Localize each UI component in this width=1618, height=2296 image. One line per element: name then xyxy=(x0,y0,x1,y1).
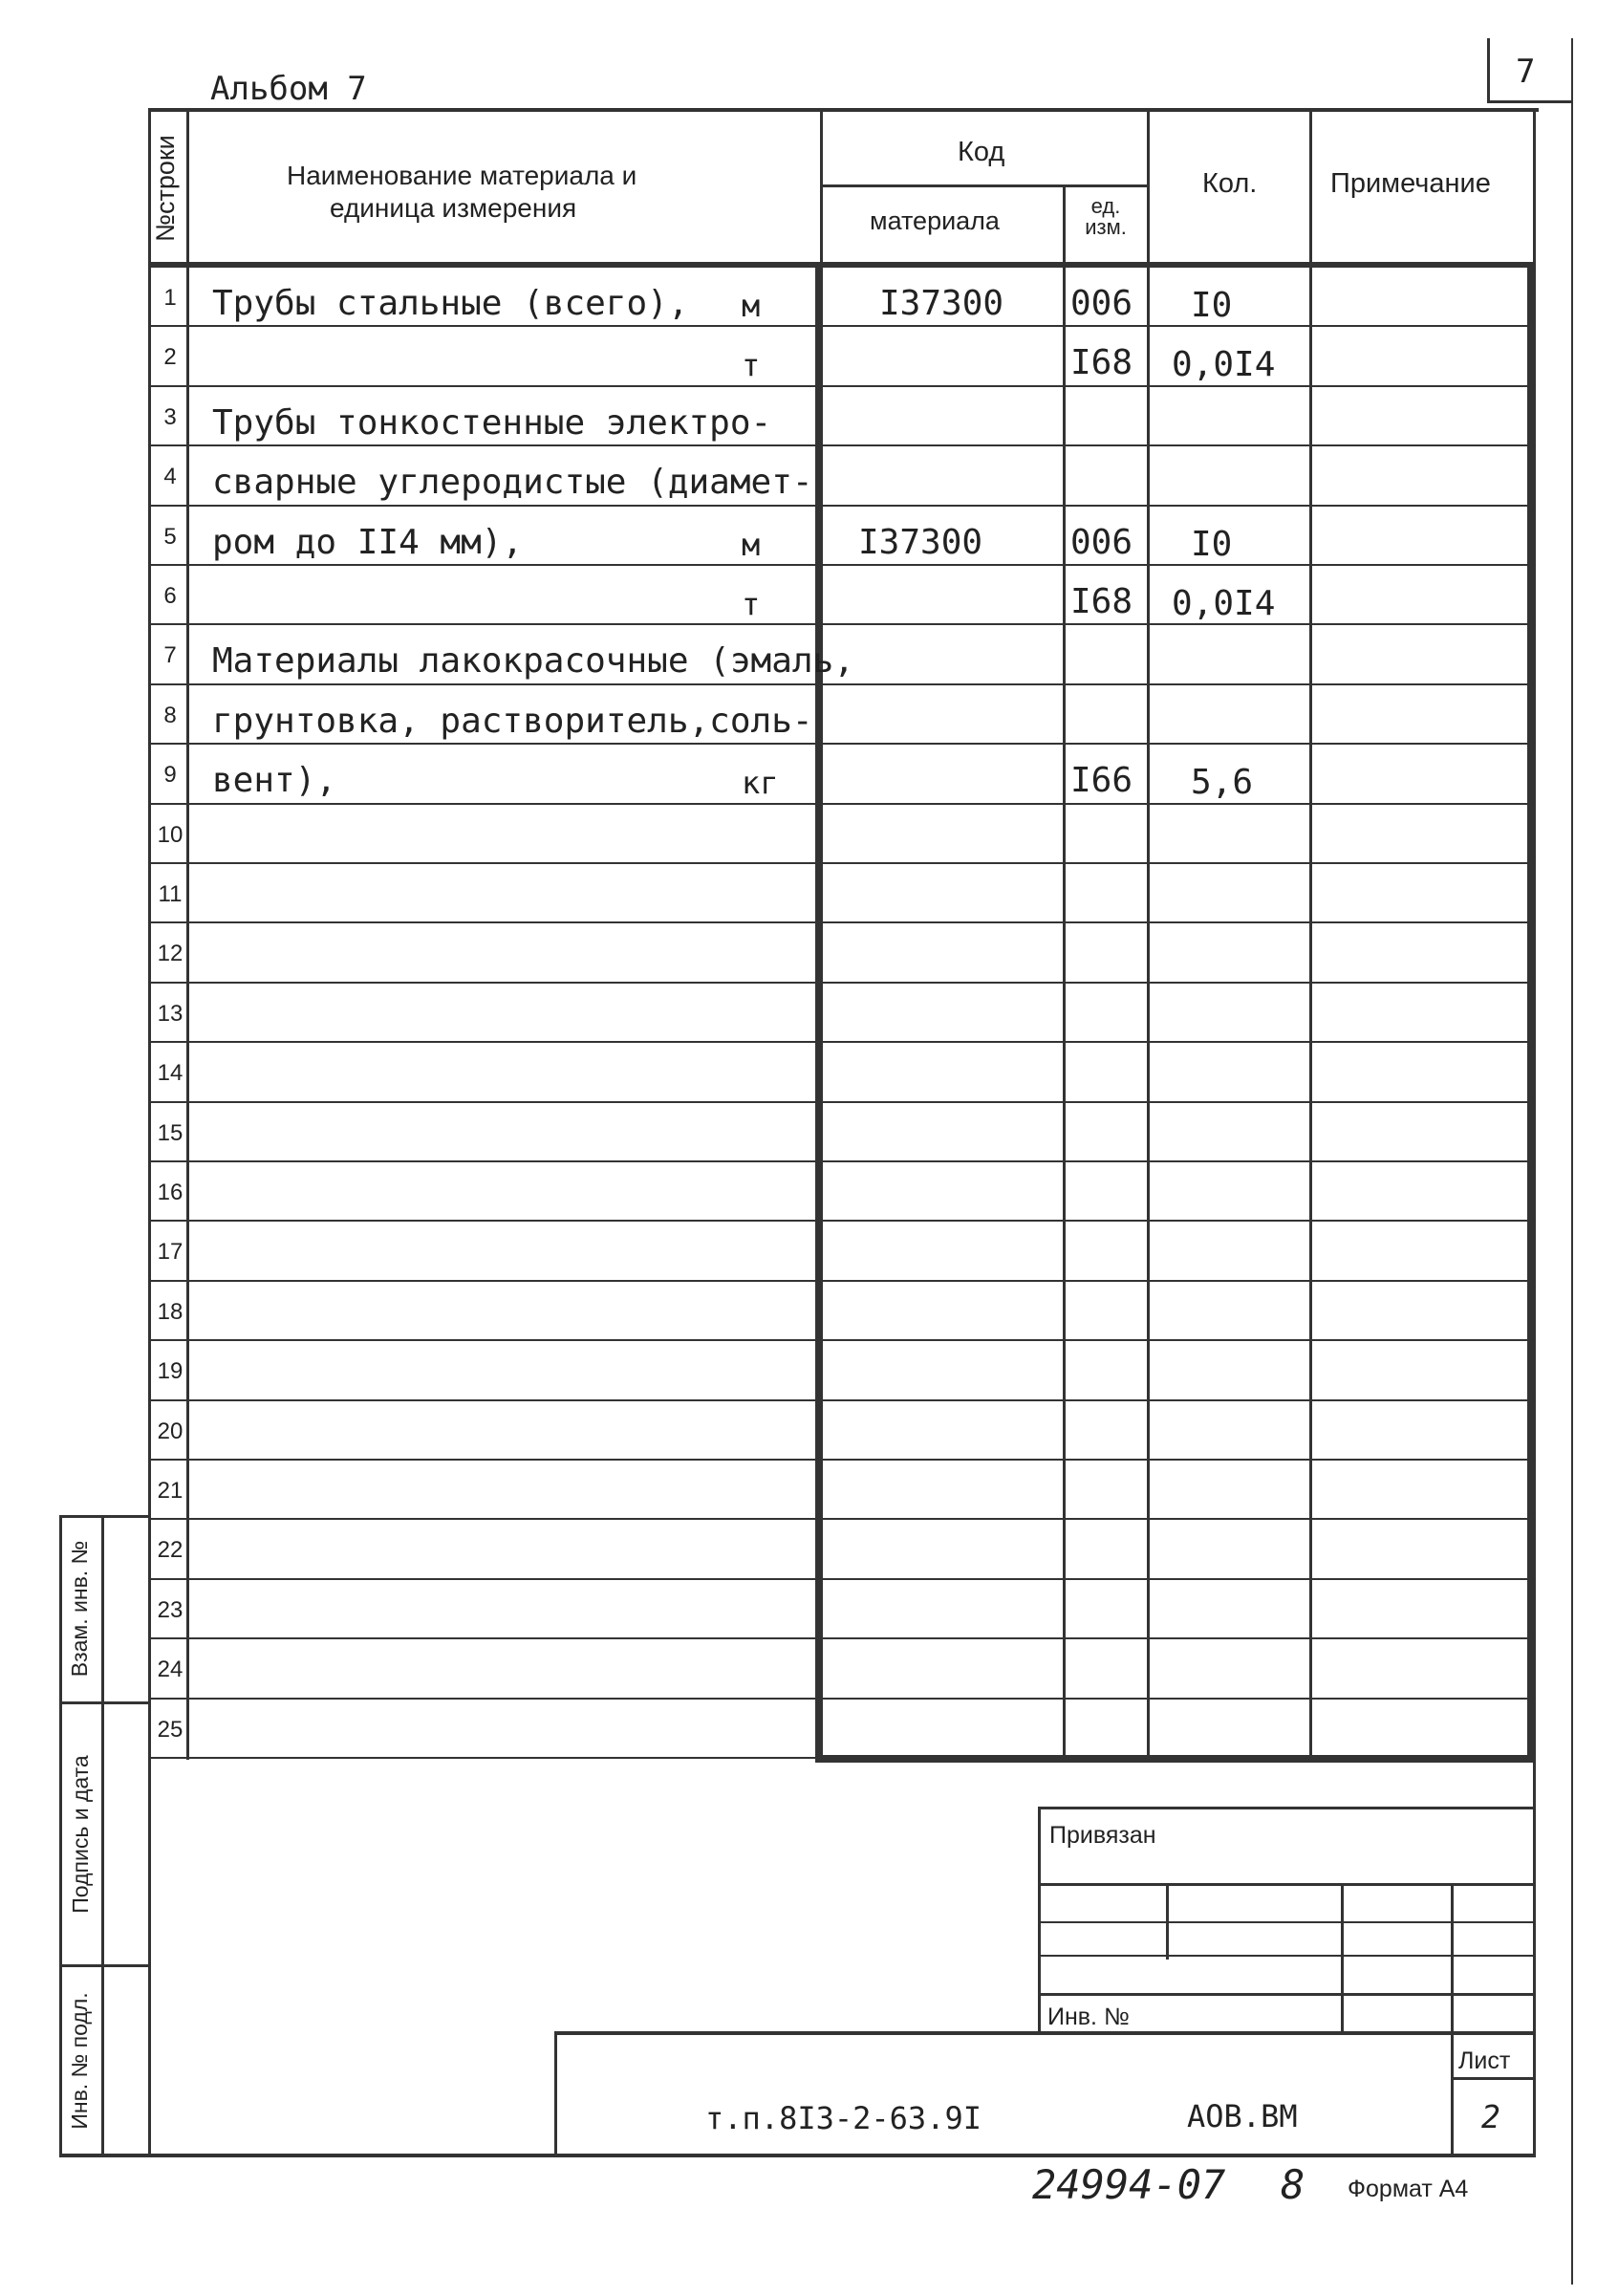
hcol-3 xyxy=(1063,184,1066,1760)
hcol-5 xyxy=(1309,108,1312,1760)
stamp-doc-mark: АОВ.ВМ xyxy=(1187,2098,1298,2134)
row-divider xyxy=(148,505,1534,507)
row-divider xyxy=(148,385,1534,387)
stamp-list-label: Лист xyxy=(1458,2047,1511,2074)
row-qty: I0 xyxy=(1191,286,1233,325)
row-name: сварные углеродистые (диамет- xyxy=(212,463,813,503)
format-label: Формат А4 xyxy=(1348,2176,1469,2202)
row-number: 13 xyxy=(157,1000,183,1027)
row-divider xyxy=(148,1637,1534,1639)
row-divider xyxy=(148,683,1534,685)
row-unit-code: I66 xyxy=(1070,761,1133,801)
row-number: 8 xyxy=(163,702,177,728)
row-divider xyxy=(148,444,1534,446)
row-divider xyxy=(148,1399,1534,1401)
side-div1 xyxy=(59,1701,151,1704)
row-divider xyxy=(148,1518,1534,1520)
row-unit-code: I68 xyxy=(1070,582,1133,621)
row-unit: т xyxy=(742,347,761,384)
stamp-h-1 xyxy=(1038,1883,1533,1886)
row-name: Трубы стальные (всего), xyxy=(212,284,689,323)
side-sign: Подпись и дата xyxy=(68,1755,93,1914)
header-row-no: №строки xyxy=(151,135,180,242)
row-divider xyxy=(148,1698,1534,1700)
row-number: 21 xyxy=(157,1478,183,1504)
header-name2: единица измерения xyxy=(330,193,577,223)
row-number: 6 xyxy=(163,583,177,609)
row-number: 1 xyxy=(163,285,177,311)
row-unit: м xyxy=(742,288,761,324)
row-divider xyxy=(148,1757,1534,1759)
stamp-h-2 xyxy=(1038,1921,1533,1923)
row-divider xyxy=(148,564,1534,566)
row-divider xyxy=(148,743,1534,745)
row-number: 18 xyxy=(157,1298,183,1325)
stamp-privyazan: Привязан xyxy=(1049,1822,1156,1849)
row-number: 5 xyxy=(163,523,177,550)
frame-left xyxy=(148,108,151,2155)
row-qty: 5,6 xyxy=(1191,763,1254,803)
row-number: 2 xyxy=(163,344,177,371)
row-code: I37300 xyxy=(858,522,983,562)
stamp-main-left xyxy=(554,2031,557,2155)
row-unit: т xyxy=(742,586,761,622)
header-code-material: материала xyxy=(870,206,1000,235)
row-divider xyxy=(148,1459,1534,1461)
row-divider xyxy=(148,921,1534,923)
header-name: Наименование материала и xyxy=(287,161,637,190)
row-divider xyxy=(148,623,1534,625)
row-number: 12 xyxy=(157,941,183,967)
row-number: 20 xyxy=(157,1418,183,1444)
row-name: ром до II4 мм), xyxy=(212,522,524,562)
row-unit-code: 006 xyxy=(1070,284,1133,323)
side-zam: Взам. инв. № xyxy=(67,1540,92,1678)
row-number: 24 xyxy=(157,1657,183,1683)
album-title: Альбом 7 xyxy=(210,70,367,108)
row-name: вент), xyxy=(212,761,337,801)
row-number: 14 xyxy=(157,1060,183,1087)
row-number: 16 xyxy=(157,1180,183,1205)
stamp-v-1 xyxy=(1166,1883,1169,1960)
row-unit: м xyxy=(742,526,761,563)
side-left xyxy=(59,1515,62,2155)
row-divider xyxy=(148,803,1534,805)
row-divider xyxy=(148,1041,1534,1043)
stamp-h-3 xyxy=(1038,1955,1533,1957)
row-number: 4 xyxy=(163,464,177,490)
row-number: 3 xyxy=(163,403,177,430)
header-qty: Кол. xyxy=(1202,168,1258,199)
header-code-unit: ед. изм. xyxy=(1085,194,1127,239)
row-qty: 0,0I4 xyxy=(1172,584,1276,623)
row-unit-code: 006 xyxy=(1070,522,1133,562)
thick-right xyxy=(1527,262,1536,1760)
frame-top xyxy=(148,108,1539,112)
header-note: Примечание xyxy=(1330,168,1491,199)
row-code: I37300 xyxy=(879,284,1004,323)
stamp-doc-code: т.п.8I3-2-63.9I xyxy=(705,2100,982,2136)
row-divider xyxy=(148,862,1534,864)
stamp-h-4 xyxy=(1038,1993,1533,1996)
stamp-main-top xyxy=(554,2031,1536,2035)
row-divider xyxy=(148,325,1534,327)
stamp-list-div xyxy=(1451,2077,1536,2080)
row-divider xyxy=(148,1280,1534,1282)
header-code: Код xyxy=(958,137,1005,167)
row-number: 15 xyxy=(157,1119,183,1146)
handwritten-number-2: 8 xyxy=(1281,2161,1305,2208)
row-number: 10 xyxy=(157,821,183,848)
row-name: Материалы лакокрасочные (эмаль, xyxy=(212,641,854,682)
stamp-v-3 xyxy=(1451,1883,1454,2155)
row-divider xyxy=(148,1339,1534,1341)
row-divider xyxy=(148,982,1534,984)
row-name: грунтовка, растворитель,соль- xyxy=(212,701,813,741)
row-divider xyxy=(148,1160,1534,1162)
row-name: Трубы тонкостенные электро- xyxy=(212,402,772,443)
thick-left xyxy=(815,262,823,1760)
row-qty: I0 xyxy=(1191,524,1233,564)
side-right xyxy=(101,1515,104,2155)
header-bottom xyxy=(148,262,1536,268)
stamp-inv-no: Инв. № xyxy=(1047,2004,1130,2030)
frame-bottom xyxy=(59,2154,1536,2157)
hcol-4 xyxy=(1147,108,1150,1760)
handwritten-number: 24994-07 xyxy=(1032,2161,1226,2208)
hcol-1 xyxy=(186,108,189,1760)
side-inv: Инв. № подл. xyxy=(67,1992,92,2130)
page-number: 7 xyxy=(1516,53,1536,91)
hcode-sub xyxy=(820,184,1149,187)
row-number: 23 xyxy=(157,1596,183,1623)
row-qty: 0,0I4 xyxy=(1172,345,1276,385)
stamp-v-left xyxy=(1038,1807,1041,2031)
row-number: 7 xyxy=(163,642,177,669)
stamp-v-2 xyxy=(1341,1883,1344,2031)
row-number: 9 xyxy=(163,762,177,789)
right-margin-line xyxy=(1571,38,1573,2285)
row-number: 11 xyxy=(158,881,183,907)
stamp-list-value: 2 xyxy=(1481,2098,1500,2135)
row-number: 22 xyxy=(157,1537,183,1564)
row-unit-code: I68 xyxy=(1070,343,1133,383)
row-unit: кг xyxy=(742,765,779,802)
row-divider xyxy=(148,1220,1534,1222)
row-divider xyxy=(148,1578,1534,1580)
row-number: 17 xyxy=(157,1239,183,1266)
row-divider xyxy=(148,1101,1534,1103)
row-number: 19 xyxy=(157,1358,183,1385)
row-number: 25 xyxy=(157,1716,183,1743)
stamp-h-top xyxy=(1038,1807,1533,1809)
